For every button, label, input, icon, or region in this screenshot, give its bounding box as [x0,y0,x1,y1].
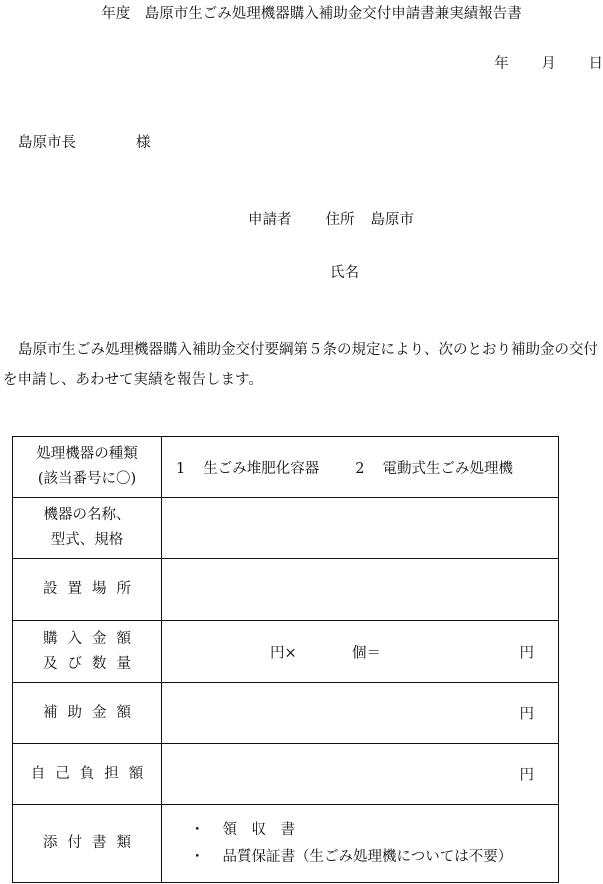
row-purchase [13,621,559,683]
purchase-label-line1: 購入金額 [43,630,141,647]
applicant-address-line [248,208,414,229]
addressee-honorific: 様 [136,135,151,151]
option-2-number: 2 [355,460,365,477]
date-month-label: 月 [541,56,556,72]
application-table [12,436,559,883]
applicant-label: 申請者 [248,212,292,228]
form-title: 年度 島原市生ごみ処理機器購入補助金交付申請書兼実績報告書 [101,6,522,22]
device-model-label-line1: 機器の名称、 [43,507,131,523]
purchase-total-suffix: 円 [519,645,534,661]
applicant-name-line [330,261,359,282]
purchase-field[interactable] [162,621,559,683]
application-statement: 島原市生ごみ処理機器購入補助金交付要綱第５条の規定により、次のとおり補助金の交付を申請し、あわせて実績を報告します。 [3,342,598,388]
unit-price-suffix: 円× [270,645,297,661]
date-line [466,52,603,73]
device-model-label-line2: 型式、規格 [50,532,124,548]
device-type-label-line1: 処理機器の種類 [36,446,138,462]
attachments-list [162,805,559,883]
purchase-label [13,621,162,683]
attachments-label [13,805,162,883]
attachment-item: ・ 品質保証書（生ごみ処理機については不要） [190,844,558,871]
row-subsidy [13,683,559,744]
row-attachments [13,805,559,883]
row-location [13,559,559,621]
device-model-field[interactable] [162,498,559,559]
self-pay-label [13,744,162,805]
self-pay-label-text: 自己負担額 [30,765,154,782]
self-pay-field[interactable] [162,744,559,805]
quantity-suffix: 個＝ [352,645,381,661]
self-pay-suffix: 円 [519,767,534,784]
address-value: 島原市 [370,212,414,228]
option-2-text: 電動式生ごみ処理機 [382,460,513,477]
location-label [13,559,162,621]
row-device-type [13,437,559,498]
address-label: 住所 [325,212,355,228]
attachments-label-text: 添付書類 [43,835,141,851]
attachment-item: ・ 領 収 書 [190,817,558,844]
subsidy-label [13,683,162,744]
purchase-label-line2: 及び数量 [43,655,141,672]
option-1-text: 生ごみ堆肥化容器 [203,460,320,477]
option-1-number: 1 [176,460,186,477]
location-field[interactable] [162,559,559,621]
row-self-pay [13,744,559,805]
subsidy-field[interactable] [162,683,559,744]
addressee-name: 島原市長 [18,135,76,151]
device-type-label [13,437,162,498]
addressee [18,131,151,152]
device-model-label [13,498,162,559]
date-day-label: 日 [588,56,603,72]
device-type-options[interactable] [162,437,559,498]
date-year-label: 年 [494,56,509,72]
name-label: 氏名 [330,265,359,281]
location-label-text: 設置場所 [43,581,141,597]
subsidy-label-text: 補助金額 [43,704,141,721]
row-device-model [13,498,559,559]
subsidy-suffix: 円 [519,706,534,723]
device-type-label-line2: (該当番号に〇) [37,471,137,487]
